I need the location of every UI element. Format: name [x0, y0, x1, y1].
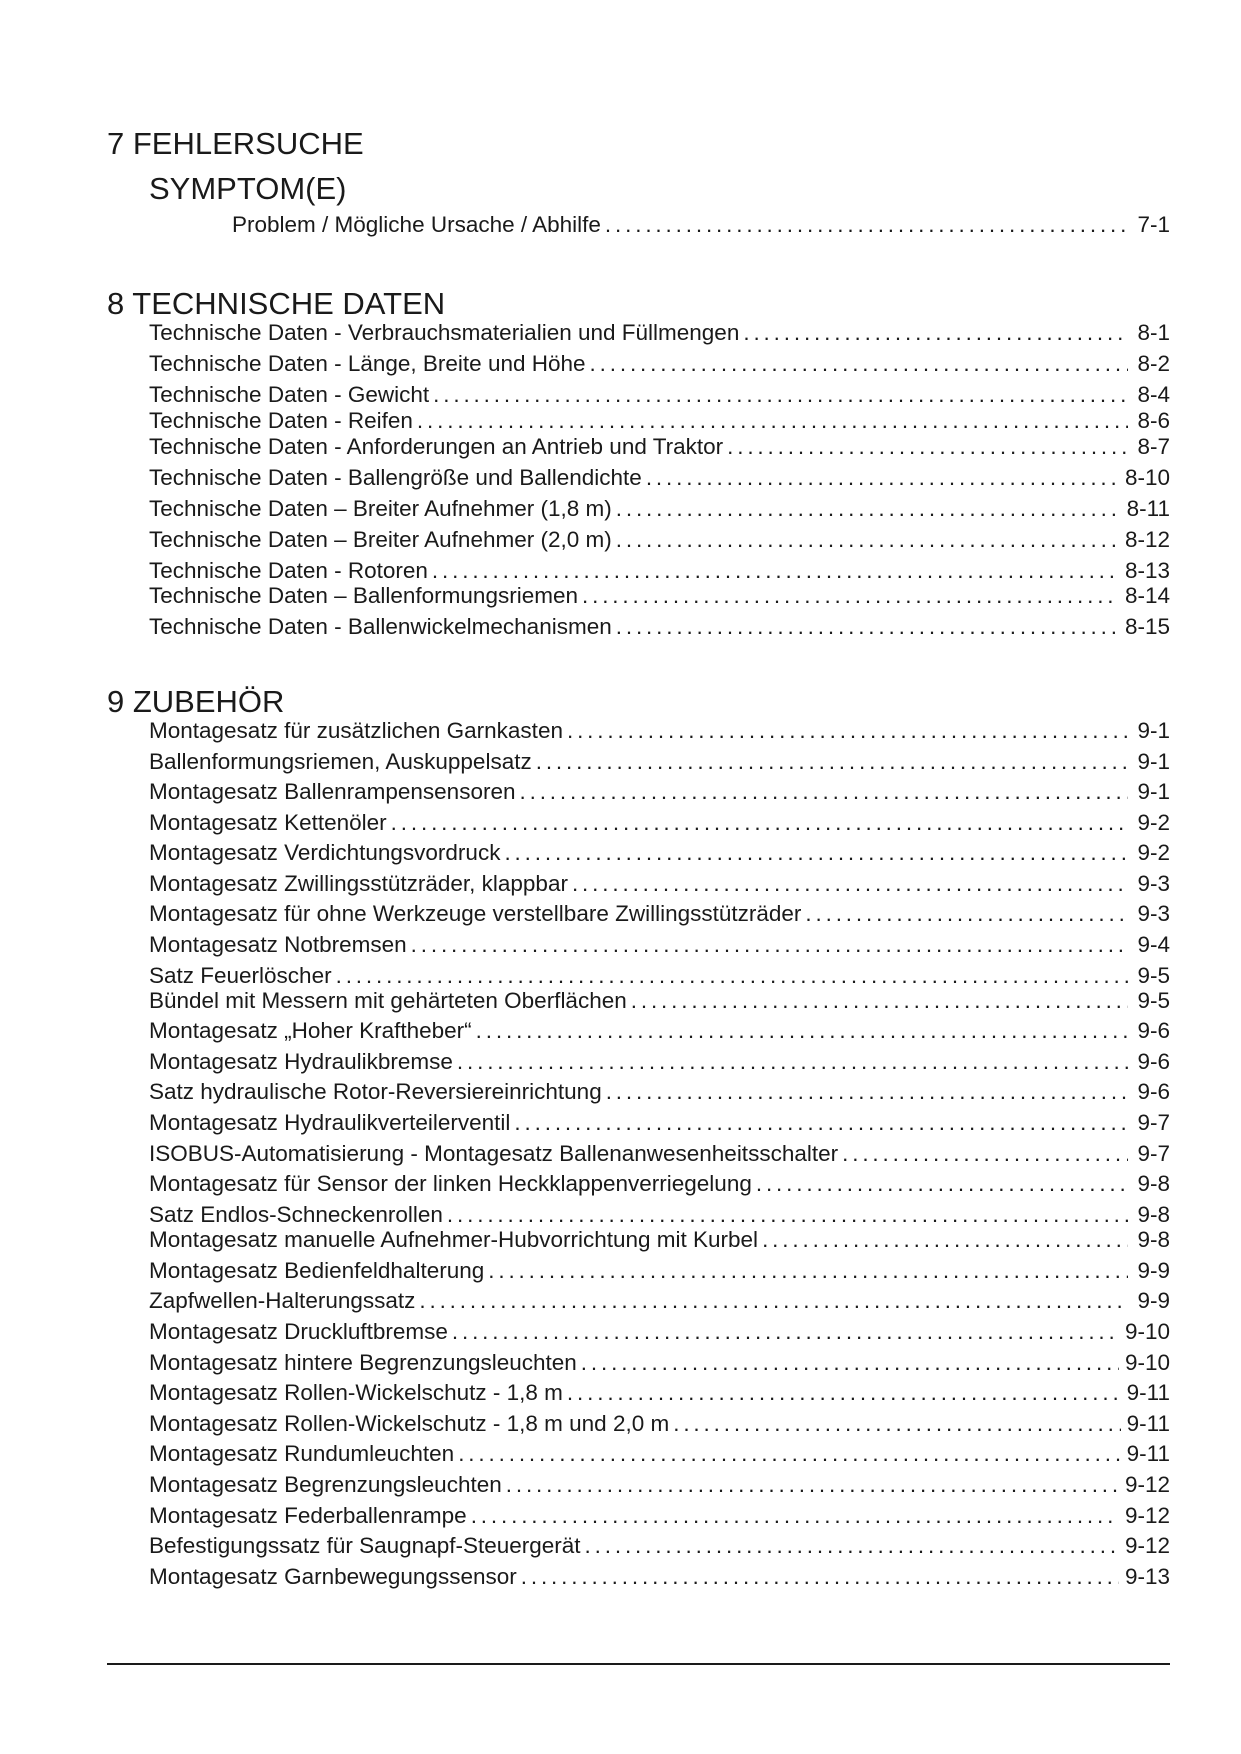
dot-leader [452, 1319, 1119, 1345]
dot-leader [582, 583, 1119, 609]
toc-entry-label: Montagesatz Kettenöler [149, 810, 387, 835]
toc-entry-label: Technische Daten - Reifen [149, 408, 413, 433]
toc-entry-page: 9-6 [1137, 1018, 1170, 1043]
toc-entry-page: 9-7 [1137, 1110, 1170, 1135]
toc-entry-page: 9-1 [1137, 718, 1170, 743]
dot-leader [805, 901, 1128, 927]
toc-entry[interactable] [149, 840, 1170, 866]
toc-entry[interactable] [149, 1049, 1170, 1075]
toc-entry[interactable] [149, 496, 1170, 522]
toc-entry-label: Montagesatz Federballenrampe [149, 1503, 467, 1528]
section-title: 7 FEHLERSUCHE [107, 126, 364, 161]
toc-entry[interactable] [149, 351, 1170, 377]
toc-entry[interactable] [149, 1202, 1170, 1228]
toc-entry-page: 8-12 [1124, 527, 1170, 552]
toc-entry[interactable] [149, 1171, 1170, 1197]
dot-leader [536, 749, 1128, 775]
dot-leader [411, 932, 1128, 958]
section-subtitle: SYMPTOM(E) [149, 171, 347, 206]
toc-entry-label: Technische Daten – Breiter Aufnehmer (2,0 m) [149, 527, 612, 552]
toc-entry-page: 8-1 [1137, 320, 1170, 345]
toc-entry-label: Montagesatz Rollen-Wickelschutz - 1,8 m [149, 1380, 563, 1405]
dot-leader [447, 1202, 1128, 1228]
toc-entry[interactable] [149, 583, 1170, 609]
toc-entry-label: Montagesatz Begrenzungsleuchten [149, 1472, 502, 1497]
toc-entry-page: 9-5 [1137, 963, 1170, 988]
dot-leader [514, 1110, 1128, 1136]
toc-entry-page: 8-4 [1137, 382, 1170, 407]
toc-entry-page: 9-9 [1137, 1258, 1170, 1283]
toc-entry[interactable] [149, 558, 1170, 584]
toc-entry-label: ISOBUS-Automatisierung - Montagesatz Ballenanwesenheitsschalter [149, 1141, 839, 1166]
toc-entry-label: Technische Daten - Länge, Breite und Höhe [149, 351, 586, 376]
toc-entry-label: Technische Daten - Ballengröße und Ballendichte [149, 465, 642, 490]
toc-entry-label: Bündel mit Messern mit gehärteten Oberflächen [149, 988, 627, 1013]
toc-entry-page: 9-4 [1137, 932, 1170, 957]
dot-leader [567, 718, 1128, 744]
dot-leader [504, 840, 1128, 866]
toc-entry-label: Montagesatz Garnbewegungssensor [149, 1564, 517, 1589]
toc-entry-page: 8-14 [1124, 583, 1170, 608]
dot-leader [521, 1564, 1119, 1590]
toc-entry[interactable] [149, 320, 1170, 346]
toc-entry-label: Ballenformungsriemen, Auskuppelsatz [149, 749, 532, 774]
dot-leader [842, 1141, 1128, 1167]
toc-entry[interactable] [149, 1380, 1170, 1406]
toc-entry-label: Technische Daten - Ballenwickelmechanismen [149, 614, 612, 639]
toc-entry-label: Technische Daten - Anforderungen an Antrieb und Traktor [149, 434, 724, 459]
toc-entry-label: Technische Daten – Breiter Aufnehmer (1,8 m) [149, 496, 612, 521]
dot-leader [457, 1049, 1128, 1075]
dot-leader [727, 434, 1128, 460]
toc-entry[interactable] [149, 988, 1170, 1014]
section-title: 8 TECHNISCHE DATEN [107, 286, 446, 321]
toc-entry-label: Montagesatz Zwillingsstützräder, klappbar [149, 871, 568, 896]
toc-entry-page: 8-2 [1137, 351, 1170, 376]
section-title: 9 ZUBEHÖR [107, 684, 285, 719]
toc-entry[interactable] [149, 1564, 1170, 1590]
toc-entry[interactable] [149, 749, 1170, 775]
footer-rule [107, 1663, 1170, 1665]
toc-entry[interactable] [149, 1141, 1170, 1167]
dot-leader [616, 527, 1119, 553]
toc-entry[interactable] [149, 1110, 1170, 1136]
toc-entry-page: 9-9 [1137, 1288, 1170, 1313]
toc-entry-page: 8-6 [1137, 408, 1170, 433]
toc-entry[interactable] [232, 212, 1170, 238]
toc-entry-label: Montagesatz „Hoher Kraftheber“ [149, 1018, 472, 1043]
toc-entry-page: 9-11 [1126, 1380, 1170, 1405]
toc-entry[interactable] [149, 1227, 1170, 1253]
toc-entry-page: 9-8 [1137, 1202, 1170, 1227]
dot-leader [471, 1503, 1119, 1529]
toc-entry[interactable] [149, 1018, 1170, 1044]
toc-entry-label: Montagesatz Notbremsen [149, 932, 407, 957]
dot-leader [336, 963, 1128, 989]
toc-entry-label: Montagesatz Bedienfeldhalterung [149, 1258, 485, 1283]
toc-entry-page: 9-6 [1137, 1079, 1170, 1104]
dot-leader [616, 496, 1121, 522]
toc-entry-page: 9-10 [1124, 1319, 1170, 1344]
toc-entry[interactable] [149, 1288, 1170, 1314]
toc-entry-label: Montagesatz Hydraulikbremse [149, 1049, 453, 1074]
toc-entry-label: Montagesatz hintere Begrenzungsleuchten [149, 1350, 577, 1375]
dot-leader [488, 1258, 1128, 1284]
toc-entry-page: 9-12 [1124, 1472, 1170, 1497]
dot-leader [585, 1533, 1119, 1559]
dot-leader [756, 1171, 1128, 1197]
toc-entry[interactable] [149, 527, 1170, 553]
toc-entry[interactable] [149, 963, 1170, 989]
toc-entry-label: Satz Feuerlöscher [149, 963, 332, 988]
toc-entry-page: 9-2 [1137, 810, 1170, 835]
toc-entry-page: 9-11 [1126, 1411, 1170, 1436]
toc-entry[interactable] [149, 871, 1170, 897]
toc-entry-label: Satz Endlos-Schneckenrollen [149, 1202, 443, 1227]
toc-entry-page: 7-1 [1137, 212, 1170, 237]
toc-entry-page: 9-3 [1137, 901, 1170, 926]
toc-entry-page: 9-12 [1124, 1503, 1170, 1528]
dot-leader [433, 382, 1128, 408]
toc-entry-label: Technische Daten – Ballenformungsriemen [149, 583, 578, 608]
toc-entry-label: Montagesatz Rollen-Wickelschutz - 1,8 m und 2,0 m [149, 1411, 670, 1436]
toc-entry[interactable] [149, 1441, 1170, 1467]
toc-entry-page: 9-12 [1124, 1533, 1170, 1558]
toc-entry-label: Technische Daten - Verbrauchsmaterialien und Füllmengen [149, 320, 740, 345]
toc-entry-page: 9-10 [1124, 1350, 1170, 1375]
toc-entry-page: 9-1 [1137, 779, 1170, 804]
toc-entry[interactable] [149, 901, 1170, 927]
dot-leader [432, 558, 1119, 584]
toc-entry-page: 8-10 [1124, 465, 1170, 490]
dot-leader [616, 614, 1119, 640]
dot-leader [458, 1441, 1120, 1467]
dot-leader [567, 1380, 1121, 1406]
toc-entry[interactable] [149, 614, 1170, 640]
dot-leader [519, 779, 1128, 805]
dot-leader [590, 351, 1128, 377]
toc-entry-label: Montagesatz für zusätzlichen Garnkasten [149, 718, 563, 743]
toc-entry[interactable] [149, 1079, 1170, 1105]
toc-entry[interactable] [149, 779, 1170, 805]
toc-entry-label: Montagesatz Ballenrampensensoren [149, 779, 516, 804]
toc-entry-page: 8-15 [1124, 614, 1170, 639]
dot-leader [417, 408, 1128, 434]
toc-entry-page: 8-7 [1137, 434, 1170, 459]
toc-entry[interactable] [149, 1258, 1170, 1284]
toc-entry-label: Zapfwellen-Halterungssatz [149, 1288, 416, 1313]
dot-leader [673, 1411, 1120, 1437]
toc-entry-page: 9-2 [1137, 840, 1170, 865]
toc-entry-page: 9-8 [1137, 1227, 1170, 1252]
toc-entry[interactable] [149, 718, 1170, 744]
toc-entry-label: Montagesatz Hydraulikverteilerventil [149, 1110, 511, 1135]
toc-entry-label: Montagesatz manuelle Aufnehmer-Hubvorrichtung mit Kurbel [149, 1227, 759, 1252]
toc-entry[interactable] [149, 1411, 1170, 1437]
toc-entry-page: 9-11 [1126, 1441, 1170, 1466]
toc-entry-label: Montagesatz Rundumleuchten [149, 1441, 455, 1466]
toc-entry[interactable] [149, 1350, 1170, 1376]
toc-entry-label: Technische Daten - Rotoren [149, 558, 428, 583]
toc-entry-label: Montagesatz Druckluftbremse [149, 1319, 448, 1344]
toc-entry[interactable] [149, 434, 1170, 460]
toc-entry-label: Montagesatz Verdichtungsvordruck [149, 840, 501, 865]
toc-entry-page: 8-13 [1124, 558, 1170, 583]
toc-entry[interactable] [149, 408, 1170, 434]
dot-leader [646, 465, 1119, 491]
dot-leader [605, 212, 1128, 238]
toc-entry[interactable] [149, 1533, 1170, 1559]
dot-leader [476, 1018, 1128, 1044]
toc-entry[interactable] [149, 1503, 1170, 1529]
toc-entry-label: Satz hydraulische Rotor-Reversiereinrichtung [149, 1079, 602, 1104]
toc-entry-page: 9-5 [1137, 988, 1170, 1013]
toc-entry-label: Montagesatz für ohne Werkzeuge verstellbare Zwillingsstützräder [149, 901, 802, 926]
toc-entry-page: 9-3 [1137, 871, 1170, 896]
toc-entry-page: 9-1 [1137, 749, 1170, 774]
toc-entry-page: 9-6 [1137, 1049, 1170, 1074]
toc-entry-page: 9-7 [1137, 1141, 1170, 1166]
toc-entry-page: 8-11 [1126, 496, 1170, 521]
toc-entry-label: Befestigungssatz für Saugnapf-Steuergerät [149, 1533, 581, 1558]
toc-entry[interactable] [149, 1319, 1170, 1345]
toc-entry[interactable] [149, 1472, 1170, 1498]
toc-entry[interactable] [149, 932, 1170, 958]
dot-leader [762, 1227, 1128, 1253]
dot-leader [631, 988, 1128, 1014]
dot-leader [391, 810, 1128, 836]
dot-leader [506, 1472, 1119, 1498]
toc-entry[interactable] [149, 465, 1170, 491]
toc-entry[interactable] [149, 810, 1170, 836]
toc-entry-page: 9-13 [1124, 1564, 1170, 1589]
toc-entry-page: 9-8 [1137, 1171, 1170, 1196]
dot-leader [581, 1350, 1119, 1376]
dot-leader [572, 871, 1128, 897]
toc-entry-label: Technische Daten - Gewicht [149, 382, 430, 407]
toc-entry-label: Problem / Mögliche Ursache / Abhilfe [232, 212, 601, 237]
dot-leader [419, 1288, 1128, 1314]
dot-leader [743, 320, 1128, 346]
toc-entry-label: Montagesatz für Sensor der linken Heckklappenverriegelung [149, 1171, 752, 1196]
toc-entry[interactable] [149, 382, 1170, 408]
dot-leader [606, 1079, 1128, 1105]
